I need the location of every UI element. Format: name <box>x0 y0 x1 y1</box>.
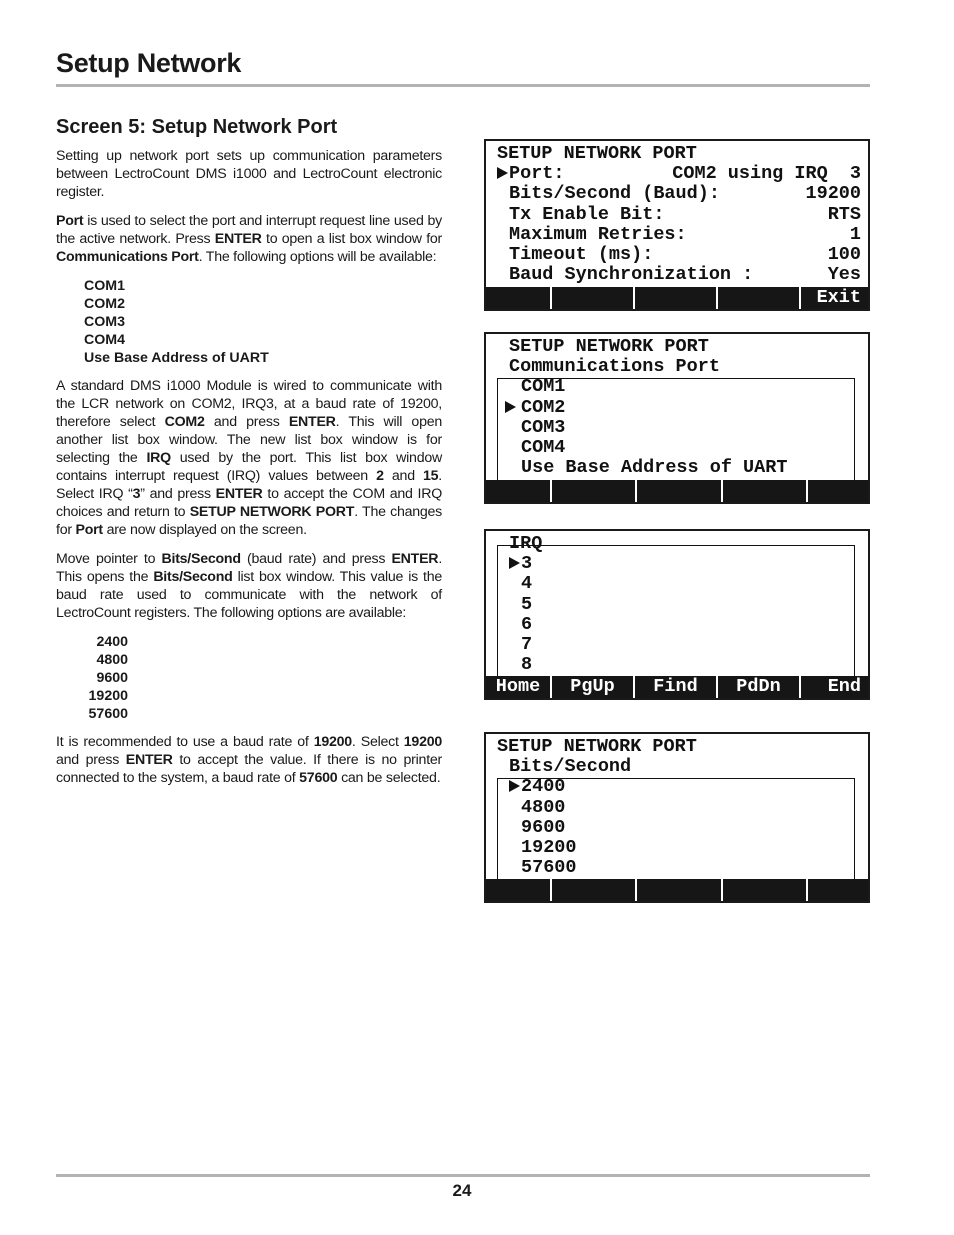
header-rule <box>56 84 870 87</box>
list-item: COM3 <box>84 314 125 330</box>
function-key-4[interactable] <box>716 287 799 309</box>
list-item: 9600 <box>96 670 128 686</box>
setup-network-port-screen <box>484 139 870 311</box>
function-key-2[interactable] <box>550 287 633 309</box>
list-box-label: IRQ <box>509 533 543 554</box>
standard-module-paragraph: A standard DMS i1000 Module is wired to communicate with the LCR network on COM2, IRQ3, at a baud rate of 19200, therefore select COM2 and press ENTER. This will open another list box window. The new list box window is for selecting the IRQ used by the port. This list box window contains interrupt request (IRQ) values between 2 and 15. Select IRQ “3” and press ENTER to accept the COM and IRQ choices and return to SETUP NETWORK PORT. The changes for Port are now displayed on the screen. <box>56 378 443 538</box>
list-item: COM1 <box>84 278 125 294</box>
selection-pointer-icon <box>509 557 520 569</box>
find-key[interactable]: Find <box>633 676 716 698</box>
port-paragraph: Port is used to select the port and interrupt request line used by the active network. Press ENTER to open a list box window for Communications Port. The following options will be available: <box>56 213 443 265</box>
bits-per-second-row[interactable]: Bits/Second (Baud): 19200 <box>509 183 861 205</box>
function-key-bar <box>486 480 868 502</box>
function-key-2[interactable] <box>550 879 635 901</box>
list-item: 2400 <box>96 634 128 650</box>
function-key-bar <box>486 879 868 901</box>
end-key[interactable]: End <box>799 676 868 698</box>
baud-options-list <box>56 633 442 723</box>
list-item: COM2 <box>84 296 125 312</box>
function-key-5[interactable] <box>806 480 868 502</box>
list-item-selected[interactable]: 2400 <box>486 777 868 797</box>
list-item[interactable]: 4 <box>521 573 533 595</box>
communications-port-screen <box>484 332 870 504</box>
exit-key[interactable]: Exit <box>799 287 868 309</box>
text-column <box>56 116 442 798</box>
maximum-retries-row[interactable]: Maximum Retries: 1 <box>509 223 861 245</box>
list-item[interactable]: 6 <box>521 613 533 635</box>
function-key-1[interactable] <box>486 879 550 901</box>
list-item[interactable]: COM4 <box>521 436 566 458</box>
function-key-bar <box>486 287 868 309</box>
list-item[interactable]: 5 <box>521 593 533 615</box>
list-item[interactable]: Use Base Address of UART <box>521 457 788 479</box>
selection-pointer-icon <box>497 167 508 179</box>
screen-title: SETUP NETWORK PORT <box>509 336 709 357</box>
tx-enable-bit-row[interactable]: Tx Enable Bit: RTS <box>509 203 861 225</box>
list-item[interactable]: 4800 <box>521 796 566 818</box>
list-item: 57600 <box>88 706 128 722</box>
home-key[interactable]: Home <box>495 676 541 697</box>
page-title: Setup Network <box>56 48 242 78</box>
page-up-key[interactable]: PgUp <box>550 676 633 698</box>
footer-rule <box>56 1174 870 1177</box>
page-down-key[interactable]: PdDn <box>716 676 799 698</box>
list-item[interactable]: COM3 <box>521 416 566 438</box>
list-item: COM4 <box>84 332 125 348</box>
function-key-2[interactable] <box>550 480 635 502</box>
bits-per-second-screen <box>484 732 870 903</box>
function-key-bar <box>486 676 868 698</box>
irq-screen <box>484 529 870 700</box>
selection-pointer-icon <box>509 780 520 792</box>
timeout-row[interactable]: Timeout (ms): 100 <box>509 243 861 265</box>
com-options-list <box>56 277 442 367</box>
list-item[interactable]: 19200 <box>521 836 577 858</box>
list-item-selected[interactable]: 3 <box>486 554 868 574</box>
list-box-label: Communications Port <box>509 356 720 378</box>
function-key-1[interactable] <box>486 287 550 309</box>
baud-paragraph: Move pointer to Bits/Second (baud rate) and press ENTER. This opens the Bits/Second list box window. This value is the baud rate used to communicate with the network of LectroCount registers. The following options are available: <box>56 551 443 621</box>
list-item[interactable]: 8 <box>521 654 533 676</box>
list-item[interactable]: 7 <box>521 633 533 655</box>
page-number: 24 <box>452 1181 472 1200</box>
selection-pointer-icon <box>505 401 516 413</box>
list-box-label: Bits/Second <box>509 756 632 778</box>
function-key-3[interactable] <box>633 287 716 309</box>
function-key-3[interactable] <box>635 879 720 901</box>
list-item[interactable]: 9600 <box>521 816 566 838</box>
function-key-3[interactable] <box>635 480 720 502</box>
screen-title: SETUP NETWORK PORT <box>497 143 697 164</box>
list-item: 4800 <box>96 652 128 668</box>
function-key-4[interactable] <box>721 879 806 901</box>
list-item: Use Base Address of UART <box>84 350 269 366</box>
intro-paragraph: Setting up network port sets up communication parameters between LectroCount DMS i1000 and LectroCount electronic register. <box>56 148 442 200</box>
list-item[interactable]: COM1 <box>521 376 566 398</box>
baud-synchronization-row[interactable]: Baud Synchronization : Yes <box>509 264 861 286</box>
function-key-1[interactable] <box>486 480 550 502</box>
list-item-selected[interactable]: COM2 <box>486 398 868 418</box>
function-key-5[interactable] <box>806 879 868 901</box>
recommendation-paragraph: It is recommended to use a baud rate of 19200. Select 19200 and press ENTER to accept the value. If there is no printer connected to the system, a baud rate of 57600 can be selected. <box>56 734 442 786</box>
function-key-4[interactable] <box>721 480 806 502</box>
port-row[interactable]: Port: COM2 using IRQ 3 <box>486 164 868 184</box>
list-item[interactable]: 57600 <box>521 857 577 879</box>
list-item: 19200 <box>88 688 128 704</box>
section-heading: Screen 5: Setup Network Port <box>56 116 338 138</box>
screen-title: SETUP NETWORK PORT <box>497 736 697 757</box>
